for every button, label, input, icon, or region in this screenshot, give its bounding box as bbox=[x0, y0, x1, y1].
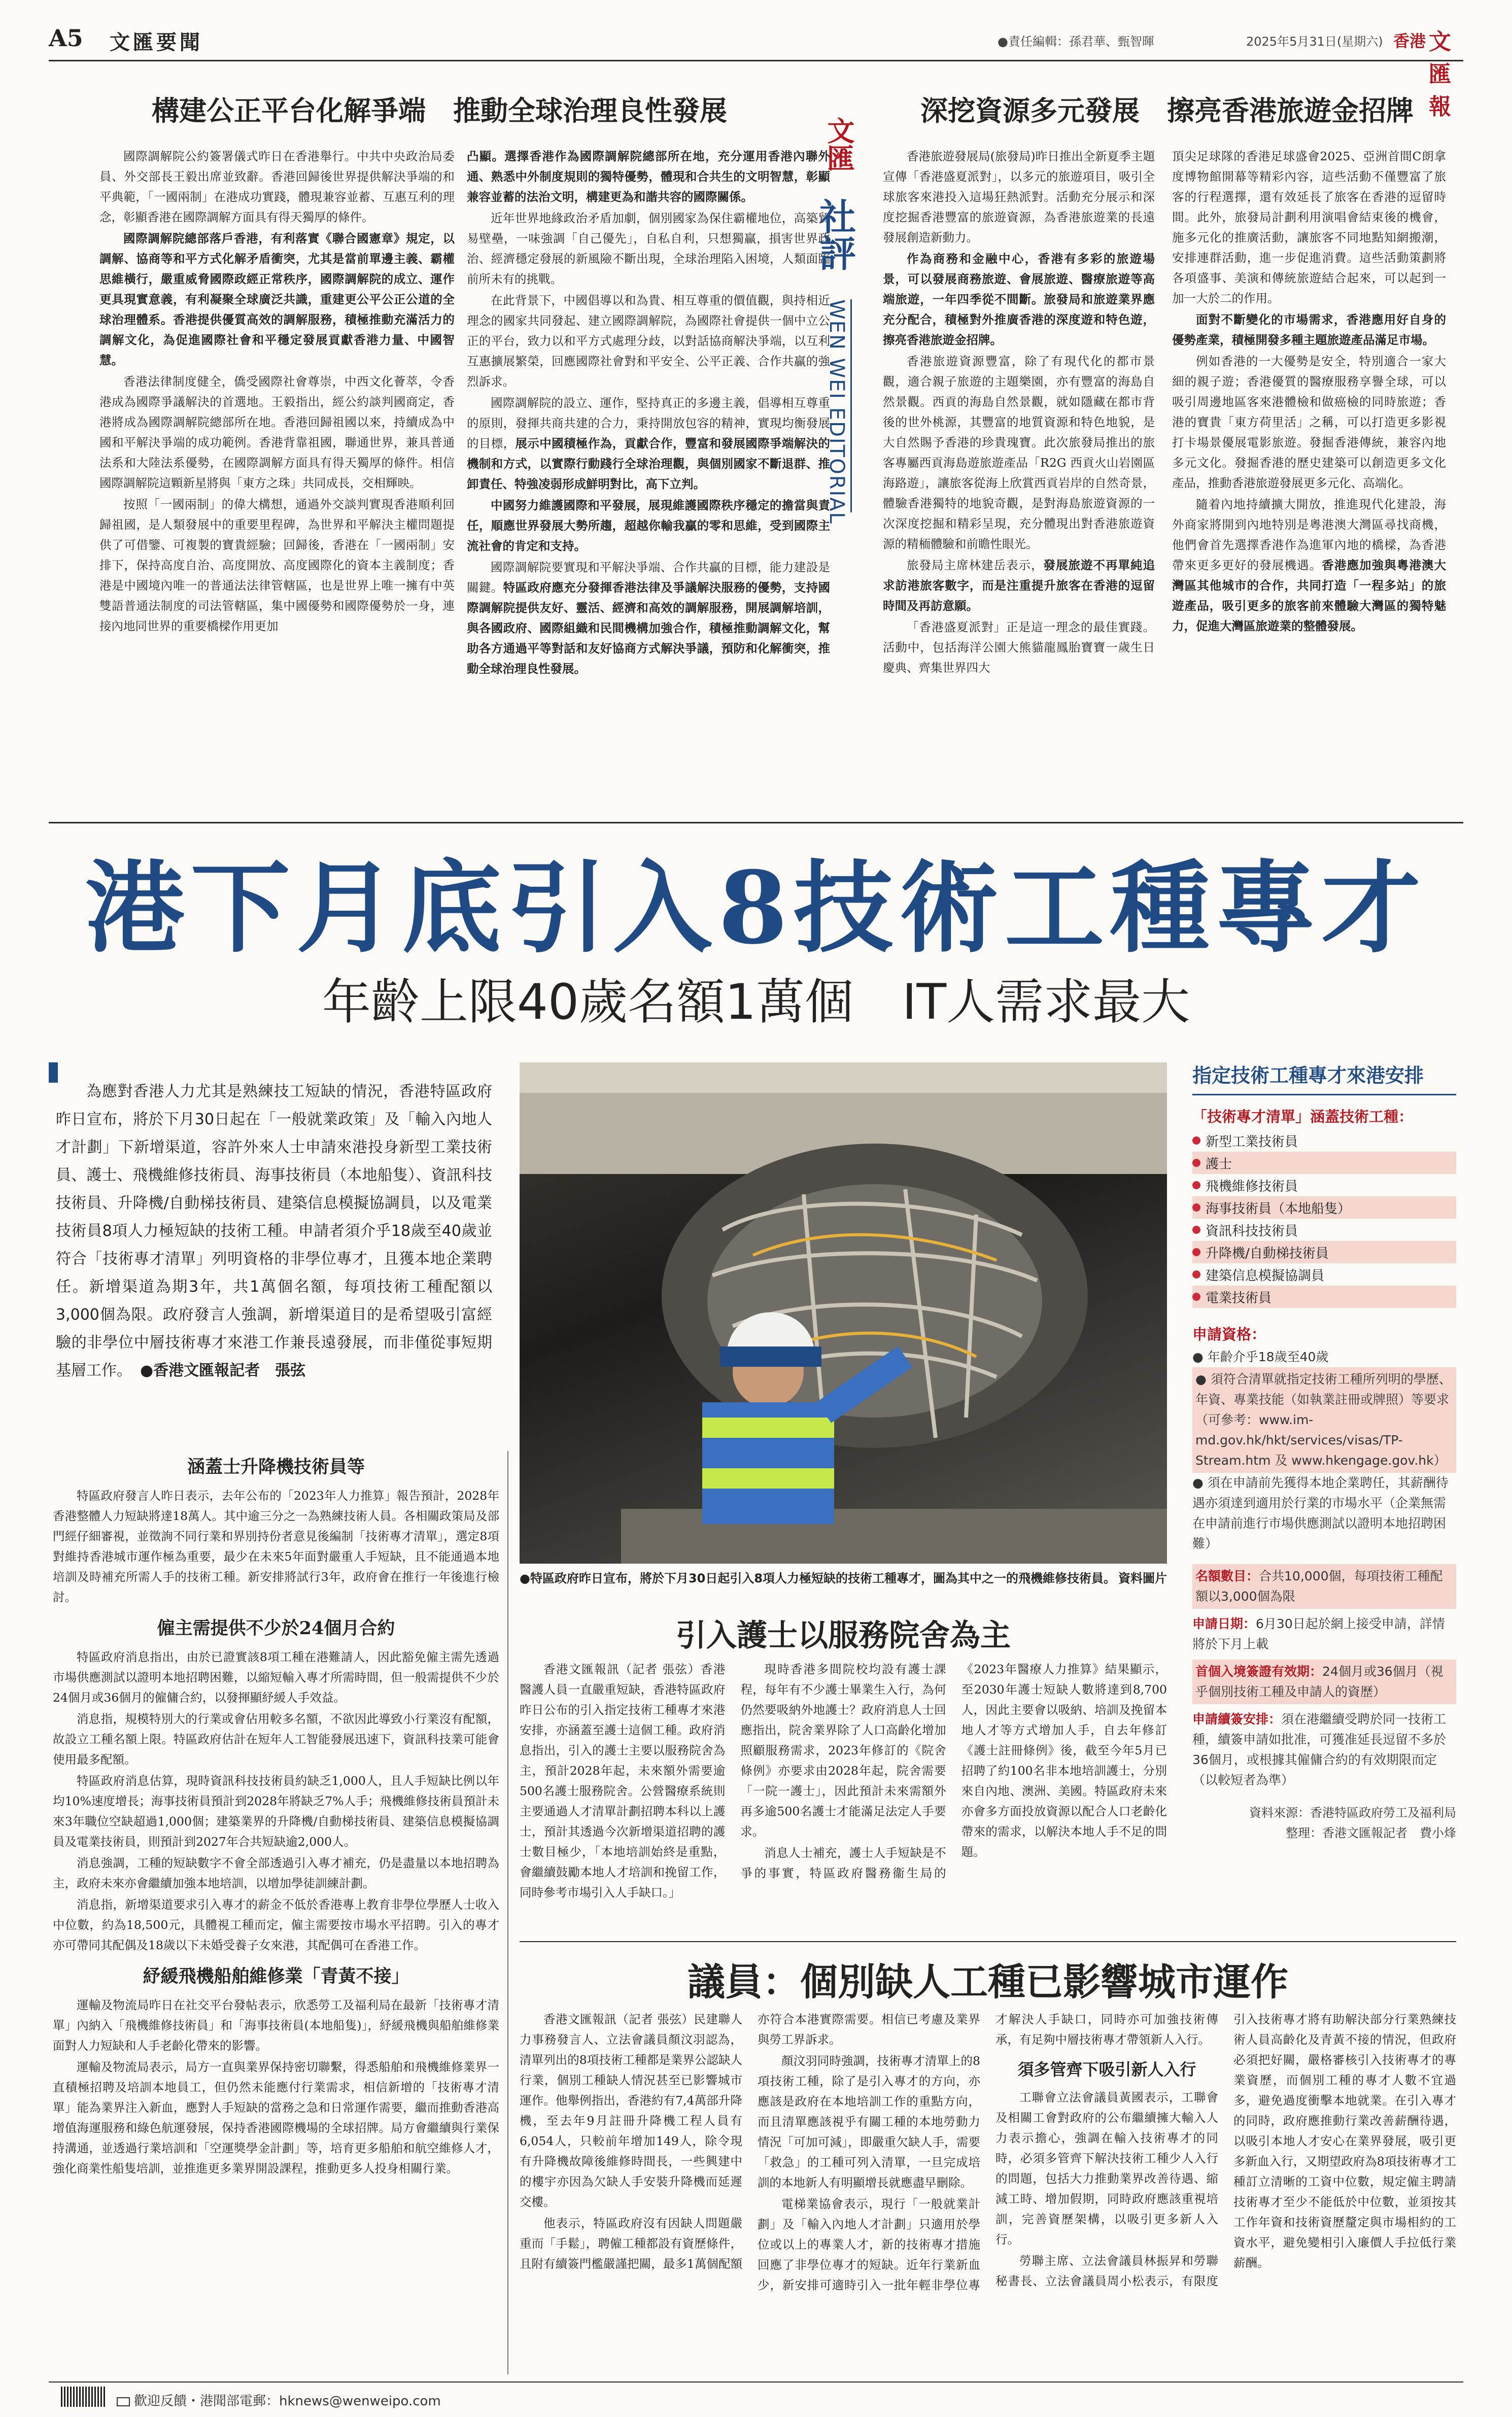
aircraft-engine-illustration bbox=[520, 1062, 1167, 1564]
section-heading: 涵蓋士升降機技術員等 bbox=[187, 1457, 365, 1477]
page-number: A5 bbox=[49, 24, 83, 52]
photo-credit: 資料圖片 bbox=[1118, 1571, 1167, 1585]
badge-sheping: 社評 bbox=[813, 198, 856, 271]
editorial-column-2 bbox=[467, 146, 830, 806]
list-item: 護士 bbox=[1192, 1152, 1456, 1174]
main-subhead: 年齡上限40歲名額1萬個 IT人需求最大 bbox=[322, 974, 1190, 1030]
section-heading: 紓緩飛機船舶維修業「青黃不接」 bbox=[143, 1966, 409, 1987]
ed-para: 國際調解院公約簽署儀式昨日在香港舉行。中共中央政治局委員、外交部長王毅出席並致辭。香港回歸後世界提供解決爭端的和平典範，「一國兩制」在港成功實踐，體現兼容並蓄、互惠互利的理念，彰顯香港在國際調解方面具有得天獨厚的條件。 bbox=[99, 149, 455, 224]
list-title: 「技術專才清單」涵蓋技術工種： bbox=[1192, 1108, 1414, 1125]
editorial-column-1 bbox=[99, 146, 455, 806]
ed-para: 頂尖足球隊的香港足球盛會2025、亞洲首間C朗拿度博物館開幕等精彩內容，這些活動不僅豐富了旅客的行程選擇，還有效延長了旅客在香港的逗留時間。此外，旅發局計劃利用演唱會結束後的機會，施多元化的推廣活動，讓旅客不同地點知網搬潮，安排連群活動，進一步促進消費。這些活動策劃將各項盛事、美演和傳統旅遊結合起來，可以起到一加一大於二的作用。 bbox=[1172, 149, 1446, 305]
column-divider bbox=[507, 1451, 508, 2374]
ed-para: 中國努力維護國際和平發展，展現維護國際秩序穩定的擔當與責任，順應世界發展大勢所趨，超越你輸我贏的零和思維，受到國際主流社會的肯定和支持。 bbox=[467, 498, 830, 553]
editorial-right-headline: 深挖資源多元發展 擦亮香港旅遊金招牌 bbox=[920, 94, 1414, 127]
news-para: 電梯業協會表示，現行「一般就業計劃」及「輸入內地人才計劃」只適用於學位或以上的專業人才，新的技術專才措施回應了非學位專才的短缺。近年行業新血少，新安排可適時引入一批年輕非學位專才解決人手缺口，同時亦可加強技術傳承，有足夠中層技術專才帶領新人入行。 bbox=[758, 2012, 1218, 2292]
ed-para: 按照「一國兩制」的偉大構想，通過外交談判實現香港順利回歸祖國，是人類發展中的重要里程碑，為世界和平解決主權問題提供了可借鑒、可複製的寶貴經驗；回歸後，香港在「一國兩制」安排下，保持高度自治、高度開放、高度國際化的資本主義制度；香港是中國境內唯一的普通法法律管轄區，也是世界上唯一擁有中英雙語普通法制度的司法管轄區，集中國優勢和國際優勢於一身，連接內地同世界的重要橋樑作用更加 bbox=[99, 497, 455, 633]
editorial-badge bbox=[814, 117, 860, 553]
news-para: 工聯會立法會議員黃國表示，工聯會及相關工會對政府的公布繼續擁大輸入人力表示擔心，強調在輸入技術專才的同時，必須多管齊下解決技術工種少人入行的問題，包括大力推動業界改善待遇、縮減工時、增加假期，同時政府應該重視培訓，完善資歷架構，以吸引更多新人入行。 bbox=[995, 2090, 1218, 2247]
renewal: 申請續簽安排：須在港繼續受聘於同一技術工種，續簽申請如批准，可獲准延長逗留不多於36個月，或根據其僱傭合約的有效期限而定（以較短者為準） bbox=[1192, 1712, 1447, 1787]
main-headline: 港下月底引入8技術工種專才 bbox=[85, 850, 1427, 966]
ed-para: 作為商務和金融中心，香港有多彩的旅遊場景，可以發展商務旅遊、會展旅遊、醫療旅遊等高端旅遊，一年四季從不間斷。旅發局和旅遊業界應充分配合，積極對外推廣香港的深度遊和特色遊，擦亮香港旅遊金招牌。 bbox=[883, 252, 1155, 347]
sub-heading: 須多管齊下吸引新人入行 bbox=[1017, 2060, 1196, 2079]
list-item: 新型工業技術員 bbox=[1192, 1129, 1456, 1152]
footer-feedback bbox=[117, 2391, 441, 2409]
nurse-article bbox=[520, 1659, 1167, 1933]
ed-para: 國際調解院的設立、運作，堅持真正的多邊主義，倡導相互尊重的原則，發揮共商共建的合力，秉持開放包容的精神，實現均衡發展的目標，展示中國積極作為，貢獻合作，豐富和發展國際爭端解決的機制和方式，以實際行動踐行全球治理觀，與個別國家不斷退群、推卸責任、特強凌弱形成鮮明對比，高下立判。 bbox=[467, 396, 830, 491]
badge-english: WEN WEI EDITORIAL bbox=[825, 299, 848, 525]
ed-para: 香港旅遊資源豐富，除了有現代化的都市景觀，適合親子旅遊的主題樂園，亦有豐富的海島自然景觀。西貢的海島自然景觀，就如隱藏在都市背後的世外桃源，其豐富的地質資源和特色地貌，是大自然賜予香港的珍貴瑰寶。此次旅發局推出的旅客專屬西貢海島遊旅遊產品「R2G 西貢火山岩園區海路遊」，讓旅客從海上欣賞西貢岩岸的自然奇景，體驗香港獨特的地貌奇觀，是對海島旅遊資源的一次深度挖掘和精彩呈現，充分體現出對香港旅遊資源的精栭體驗和前瞻性眼光。 bbox=[883, 354, 1155, 551]
req-title: 申請資格： bbox=[1192, 1326, 1266, 1343]
ed-para: 旅發局主席林建岳表示，發展旅遊不再單純追求訪港旅客數字，而是注重提升旅客在香港的逗留時間及再訪意願。 bbox=[883, 558, 1155, 613]
ed-para: 在此背景下，中國倡導以和為貴、相互尊重的價值觀，與持相近理念的國家共同發起、建立國際調解院，為國際社會提供一個中立公正的平台，致力以和平方式處理分歧，以對話協商解決爭端，以互利互惠擴展繁榮，回應國際社會對和平安全、公平正義、合作共贏的強烈訴求。 bbox=[467, 293, 830, 389]
ed-para: 隨着內地持續擴大開放，推進現代化建設，海外商家將開到內地特別是粵港澳大灣區尋找商機，他們會首先選擇香港作為進軍內地的橋樑，為香港帶來更多更好的發展機遇。香港應加強與粵港澳大灣區其他城市的合作，共同打造「一程多站」的旅遊產品，吸引更多的旅客前來體驗大灣區的獨特魅力，促進大灣區旅遊業的整體發展。 bbox=[1172, 497, 1446, 633]
list-item: 電業技術員 bbox=[1192, 1286, 1456, 1308]
ed-para: 香港旅遊發展局(旅發局)昨日推出全新夏季主題宣傳「香港盛夏派對」，以多元的旅遊項目，吸引全球旅客來港投入這場狂熱派對。活動充分展示和深度挖掘香港豐富的旅遊資源，為香港旅遊業的長遠發展創造新動力。 bbox=[883, 149, 1155, 245]
badge-wenhui: 文匯 bbox=[823, 117, 855, 171]
news-para: 運輸及物流局昨日在社交平台發帖表示，欣悉勞工及福利局在最新「技術專才清單」內納入「飛機維修技術員」和「海事技術員(本地船隻)」，紓緩飛機與船舶維修業面對人力短缺和人手老齡化帶來的影響。 bbox=[53, 1998, 499, 2053]
sidebar-rule bbox=[1192, 1094, 1456, 1095]
news-para: 勞聯主席、立法會議員林振昇和勞聯秘書長、立法會議員周小松表示，有限度引入技術專才將有助解決部分行業熟練技術人員高齡化及青黃不接的情況，但政府必須把好關，嚴格審核引入技術專才的專業資歷，而個別工種的專才人數不宜過多，避免過度衝擊本地就業。在引入專才的同時，政府應推動行業改善薪酬待遇，以吸引本地人才安心在業界發展，吸引更多新血入行，又期望政府為8項技術專才工種訂立清晰的工資中位數，規定僱主聘請技術專才至少不能低於中位數，並須按其工作年資和技術資歷釐定與市場相約的工資水平，避免變相引入廉價人手拉低行業薪酬。 bbox=[995, 2012, 1456, 2288]
req-3: ● 須在申請前先獲得本地企業聘任，其薪酬待遇亦須達到適用於行業的市場水平（企業無需在申請前進行市場供應測試以證明本地招聘困難） bbox=[1192, 1475, 1449, 1551]
list-item: 升降機/自動梯技術員 bbox=[1192, 1241, 1456, 1263]
list-item: 資訊科技技術員 bbox=[1192, 1219, 1456, 1241]
councillors-headline: 議員：個別缺人工種已影響城市運作 bbox=[688, 1960, 1288, 2004]
visa-term: 首個入境簽證有效期：24個月或36個月（視乎個別技術工種及申請人的資歷） bbox=[1192, 1660, 1456, 1704]
ed-para: 例如香港的一大優勢是安全，特別適合一家大細的親子遊；香港優質的醫療服務享譽全球，可以吸引周邊地區客來港體檢和做癌檢的同時旅遊；香港的寶貴「東方荷里活」之稱，可以打造更多影視打卡場景優展電影旅遊。發掘香港傳統，兼容內地多元文化。發掘香港的歷史建築可以創造更多文化產品，推動香港旅遊發展更多元化、高端化。 bbox=[1172, 354, 1446, 490]
nurse-headline: 引入護士以服務院舍為主 bbox=[676, 1618, 1011, 1653]
ed-para: 「香港盛夏派對」正是這一理念的最佳實踐。活動中，包括海洋公園大熊貓龍鳳胎寶寶一歲生日慶典、齊集世界四大 bbox=[883, 620, 1155, 675]
ed-para: 國際調解院總部落戶香港，有利落實《聯合國憲章》規定，以調解、協商等和平方式化解矛盾衝突，尤其是當前單邊主義、霸權思維橫行，嚴重威脅國際政經正常秩序，國際調解院的成立、運作更具現實意義，有利凝聚全球廣泛共識，重建更公平公正公道的全球治理體系。香港提供優質高效的調解服務，積極推動充滿活力的調解文化，為促進國際社會和平穩定發展貢獻香港力量、中國智慧。 bbox=[99, 231, 455, 367]
news-para: 特區政府發言人昨日表示，去年公布的「2023年人力推算」報告預計，2028年香港整體人力短缺將達18萬人。其中逾三分之一為熟練技術人員。各相關政策局及部門經仔細審視，並徵詢不同行業和界別持份者意見後編制「技術專才清單」，選定8項對維持香港城市運作極為重要，最少在未來5年面對嚴重人手短缺，且不能通過本地培訓及時補充所需人手的技術工種。新安排將試行3年，政府會在推行一年後進行檢討。 bbox=[53, 1489, 499, 1604]
req-2: ● 須符合清單就指定技術工種所列明的學歷、年資、專業技能（如執業註冊或牌照）等要求（可參考：www.im-md.gov.hk/hkt/services/visas/TP-Stream.htm 及 www.hkengage.gov.hk） bbox=[1192, 1367, 1456, 1473]
editorial-column-4 bbox=[1172, 146, 1446, 806]
ed-para: 近年世界地緣政治矛盾加劇，個別國家為保住霸權地位，高築貿易壁壘，一味強調「自己優先」，自私自利，只想獨贏，損害世界政治、經濟穩定發展的新風險不斷出現，全球治理陷入困境，人類面臨前所未有的挑戰。 bbox=[467, 211, 830, 286]
lead-byline: ●香港文匯報記者 張弦 bbox=[140, 1362, 306, 1379]
sidebar-title: 指定技術工種專才來港安排 bbox=[1192, 1064, 1424, 1087]
issue-date: 2025年5月31日(星期六) bbox=[1246, 34, 1383, 49]
req-1: ● 年齡介乎18歲至40歲 bbox=[1192, 1350, 1329, 1364]
header-rule bbox=[49, 60, 1463, 61]
footer-rule bbox=[49, 2381, 1463, 2383]
section-rule bbox=[520, 1941, 1456, 1942]
news-para: 現時香港多間院校均設有護士課程，每年有不少護士畢業生入行，為何仍然要吸納外地護士？政府消息人士回應指出，院舍業界除了人口高齡化增加照顧服務需求，2023年修訂的《院舍條例》亦要求由2028年起，院舍需要「一院一護士」，因此預計未來需額外再多逾500名護士才能滿足法定人手要求。 bbox=[740, 1662, 946, 1839]
ed-para: 香港法律制度健全，僑受國際社會尊崇，中西文化薈萃，令香港成為國際爭議解決的首選地。王毅指出，經公約談判國商定，香港將成為國際調解院總部所在地。香港回歸祖國以來，持續成為中國和平解決爭端的成功範例。香港背靠祖國，聯通世界，兼具普通法系和大陸法系優勢，在國際調解方面具有得天獨厚的條件。相信國際調解院這顆新星將與「東方之珠」共同成長，交相輝映。 bbox=[99, 374, 455, 490]
news-para: 特區政府消息估算，現時資訊科技技術員約缺乏1,000人，且人手短缺比例以年均10%速度增長；海事技術員預計到2028年將缺乏7%人手；飛機維修技術員預計未來3年職位空缺超過1,000個；建築業界的升降機/自動梯技術員、建築信息模擬協調員及電業技術員，則預計到2027年合共短缺逾2,000人。 bbox=[53, 1774, 499, 1849]
section-heading: 僱主需提供不少於24個月合約 bbox=[157, 1618, 395, 1639]
news-photo bbox=[520, 1062, 1167, 1564]
brand-logo: 文匯報 bbox=[1429, 29, 1451, 120]
news-para: 香港文匯報訊（記者 張弦）民建聯人力事務發言人、立法會議員顏汶羽認為，清單列出的8項技術工種都是業界公認缺人行業，個別工種缺人情況甚至已影響城市運作。他舉例指出，香港約有7,4萬部升降機，至去年9月註冊升降機工程人員有6,054人，只較前年增加149人，除令現有升降機故障後維修時間長，一些興建中的樓宇亦因為欠缺人手安裝升降機而延遲交樓。 bbox=[520, 2012, 742, 2209]
news-para: 香港文匯報訊（記者 張弦）香港醫護人員一直嚴重短缺，香港特區政府昨日公布的引入指定技術工種專才來港安排，亦涵蓋至護士這個工種。政府消息指出，引入的護士主要以服務院舍為主，預計2028年起，未來額外需要逾500名護士服務院舍。公營醫療系統則主要通過人才清單計劃招聘本科以上護士，預計其透過今次新增渠道招聘的護士數目極少，「本地培訓始終是重點，會繼續鼓勵本地人才培訓和挽留工作，同時參考市場引入人手缺口。」 bbox=[520, 1662, 726, 1900]
editors: ●責任編輯：孫君華、甄智暉 bbox=[998, 34, 1154, 49]
ed-para: 國際調解院要實現和平解決爭端、合作共贏的目標，能力建設是關鍵。特區政府應充分發揮香港法律及爭議解決服務的優勢，支持國際調解院提供友好、靈活、經濟和高效的調解服務，開展調解培訓，與各國政府、國際組織和民間機構加強合作，積極推動調解文化，幫助各方通過平等對話和友好協商方式解決爭議，預防和化解衝突，推動全球治理良性發展。 bbox=[467, 560, 830, 676]
ed-para: 凸顯。選擇香港作為國際調解院總部所在地，充分運用香港內聯外通、熟悉中外制度規則的獨特優勢，體現和合共生的文明智慧，彰顯兼容並蓄的法治文明，構建更為和諧共容的國際關係。 bbox=[467, 149, 830, 204]
editorial-column-3 bbox=[883, 146, 1155, 806]
news-para: 特區政府消息指出，由於已證實該8項工種在港難請人，因此豁免僱主需先透過市場供應測試以證明本地招聘困難，以縮短輸入專才所需時間，但一般需提供不少於24個月或36個月的僱傭合約，以發揮顯紓緩人手效益。 bbox=[53, 1650, 499, 1705]
footer-barcode bbox=[61, 2387, 107, 2407]
list-item: 海事技術員（本地船隻） bbox=[1192, 1196, 1456, 1219]
editorial-rule bbox=[49, 822, 1463, 823]
section-title: 文匯要聞 bbox=[110, 30, 203, 54]
list-item: 建築信息模擬協調員 bbox=[1192, 1263, 1456, 1286]
feedback-text: 歡迎反饋・港聞部電郵：hknews@wenweipo.com bbox=[134, 2394, 441, 2409]
photo-caption: ●特區政府昨日宣布，將於下月30日起引入8項人力極短缺的技術工種專才，圖為其中之一的飛機維修技術員。 資料圖片 bbox=[520, 1569, 1167, 1588]
badge-line bbox=[850, 299, 852, 512]
brand-prefix: 香港 bbox=[1393, 31, 1426, 51]
news-para: 他表示，特區政府沒有因缺人問題嚴重而「手鬆」，聘僱工種都設有資歷條件，且附有續簽門檻嚴謹把關，最多1萬個配額亦符合本港實際需要。相信已考慮及業界與勞工界訴求。 bbox=[520, 2012, 980, 2271]
sidebar-source: 資料來源：香港特區政府勞工及福利局 bbox=[1249, 1806, 1456, 1820]
left-news-column bbox=[53, 1451, 499, 2374]
news-para: 消息指，規模特別大的行業或會佔用較多名額，不欲因此導致小行業沒有配額，故設立工種名額上限。特區政府估計在短年人工智能發展迅速下，資訊科技業可能會使用最多配額。 bbox=[53, 1712, 499, 1767]
editorial-left-headline: 構建公正平台化解爭端 推動全球治理良性發展 bbox=[152, 94, 727, 127]
quota: 名額數目：合共10,000個，每項技術工種配額以3,000個為限 bbox=[1192, 1564, 1456, 1609]
sidebar-compiler: 整理：香港文匯報記者 費小烽 bbox=[1286, 1826, 1456, 1840]
mail-icon bbox=[117, 2397, 130, 2406]
news-para: 顏汶羽同時強調，技術專才清單上的8項技術工種，除了是引入專才的方向，亦應該是政府在本地培訓工作的重點方向，而且清單應該視乎有關工種的本地勞動力情況「可加可減」，即嚴重欠缺人手，需要「救急」的工種可列入清單，一旦完成培訓的本地新人有明顯增長就應盡早刪除。 bbox=[758, 2054, 980, 2190]
news-para: 消息強調，工種的短缺數字不會全部透過引入專才補充，仍是盡量以本地招聘為主，政府未來亦會繼續加強本地培訓，以增加學徒訓練計劃。 bbox=[53, 1856, 499, 1890]
list-item: 飛機維修技術員 bbox=[1192, 1174, 1456, 1196]
lead-paragraph bbox=[56, 1078, 492, 1443]
news-para: 運輸及物流局表示，局方一直與業界保持密切聯繫，得悉船舶和飛機維修業界一直積極招聘及培訓本地員工，但仍然未能應付行業需求，相信新增的「技術專才清單」能為業界注入新血，應對人手短缺的當務之急和日常運作需要，繼而推動香港高增值海運服務和綠色航運發展，保持香港國際機場的全球招牌。局方會繼續與行業保持溝通，並透過行業培訓和「空運獎學金計劃」等，培育更多船舶和航空維修人才，強化商業性船隻培訓，並推進更多業界開設課程，推動更多人投身相關行業。 bbox=[53, 2060, 499, 2176]
news-para: 消息指，新增渠道要求引入專才的薪金不低於香港專上教育非學位學歷人士收入中位數，約為18,500元，具體視工種而定，僱主需要按市場水平招聘。引入的專才亦可帶同其配偶及18歲以下未婚受養子女來港，其配偶可在香港工作。 bbox=[53, 1897, 499, 1952]
lead-text: 為應對香港人力尤其是熟練技工短缺的情況，香港特區政府昨日宣布，將於下月30日起在「一般就業政策」及「輸入內地人才計劃」下新增渠道，容許外來人士申請來港投身新型工業技術員、護士、飛機維修技術員、海事技術員（本地船隻）、資訊科技技術員、升降機/自動梯技術員、建築信息模擬協調員，以及電業技術員8項人力極短缺的技術工種。申請者須介乎18歲至40歲並符合「技術專才清單」列明資格的非學位專才，且獲本地企業聘任。新增渠道為期3年，共1萬個名額，每項技術工種配額以3,000個為限。政府發言人強調，新增渠道目的是希望吸引富經驗的非學位中層技術專才來港工作兼長遠發展，而非僅從事短期基層工作。 ●香港文匯報記者 張弦 bbox=[56, 1083, 492, 1379]
councillors-article bbox=[520, 2009, 1456, 2374]
apply-date: 申請日期：6月30日起於網上接受申請，詳情將於下月上載 bbox=[1192, 1616, 1445, 1651]
ed-para: 面對不斷變化的市場需求，香港應用好自身的優勢產業，積極開發多種主題旅遊產品滿足市場。 bbox=[1172, 313, 1446, 347]
news-para: 消息人士補充，護士人手短缺是不爭的事實，特區政府醫務衞生局的《2023年醫療人力推算》結果顯示，至2030年護士短缺人數將達到8,700人，因此主要會以吸納、培訓及挽留本地人才等方式增加人手，自去年修訂《護士註冊條例》後，截至今年5月已招聘了約100名非本地培訓護士，分別來自內地、澳洲、美國。特區政府未來亦會多方面投放資源以配合人口老齡化帶來的需求，以解決本地人手不足的問題。 bbox=[740, 1662, 1167, 1880]
